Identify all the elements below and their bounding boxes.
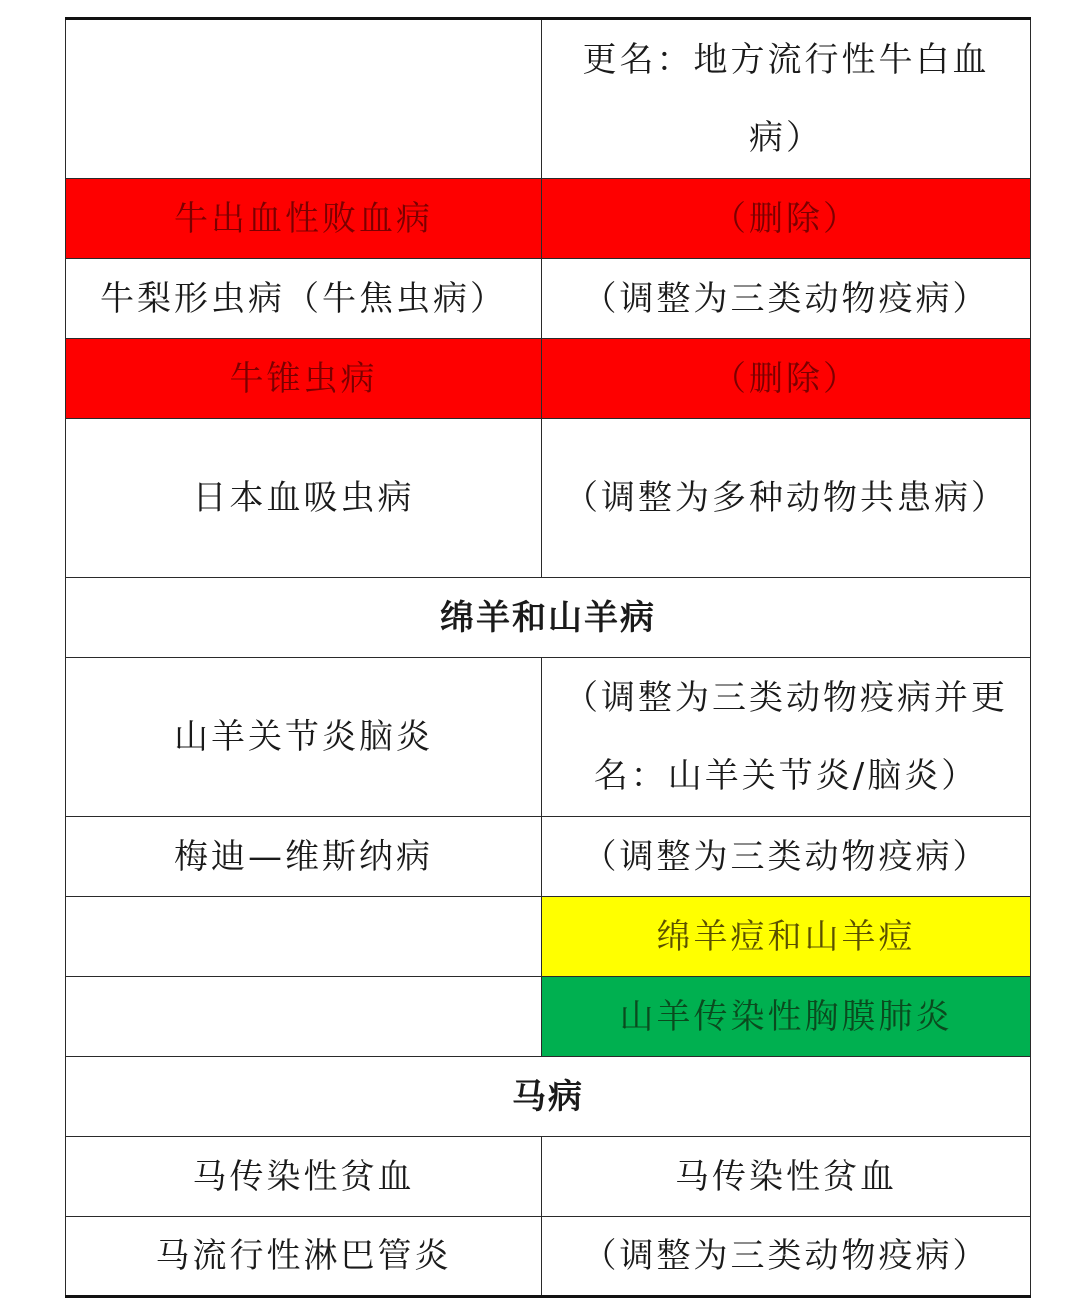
disease-name-cell: 牛出血性败血病 (66, 179, 542, 259)
table-row-deleted (66, 339, 1031, 419)
disease-name-cell (66, 977, 542, 1057)
table-row (66, 259, 1031, 339)
adjustment-cell: （调整为三类动物疫病） (542, 817, 1031, 897)
table-row-deleted (66, 179, 1031, 259)
section-title: 绵羊和山羊病 (66, 578, 1031, 658)
table-row (66, 1217, 1031, 1297)
table-row-new (66, 977, 1031, 1057)
section-header-row (66, 578, 1031, 658)
section-title: 马病 (66, 1057, 1031, 1137)
disease-name-cell: 山羊关节炎脑炎 (66, 658, 542, 817)
disease-name-cell: 马流行性淋巴管炎 (66, 1217, 542, 1297)
disease-name-cell: 马传染性贫血 (66, 1137, 542, 1217)
disease-name-cell: 梅迪—维斯纳病 (66, 817, 542, 897)
disease-name-cell: 牛锥虫病 (66, 339, 542, 419)
table-row (66, 19, 1031, 179)
adjustment-cell: （调整为多种动物共患病） (542, 419, 1031, 578)
disease-name-cell: 日本血吸虫病 (66, 419, 542, 578)
adjustment-cell: 更名：地方流行性牛白血病） (542, 19, 1031, 179)
adjustment-cell: （调整为三类动物疫病） (542, 259, 1031, 339)
adjustment-cell: （调整为三类动物疫病） (542, 1217, 1031, 1297)
section-header-row (66, 1057, 1031, 1137)
adjustment-cell: 绵羊痘和山羊痘 (542, 897, 1031, 977)
disease-name-cell (66, 897, 542, 977)
disease-name-cell: 牛梨形虫病（牛焦虫病） (66, 259, 542, 339)
table-row (66, 1137, 1031, 1217)
disease-list-table (65, 17, 1031, 1298)
table-row-new (66, 897, 1031, 977)
adjustment-cell: 山羊传染性胸膜肺炎 (542, 977, 1031, 1057)
adjustment-cell: （删除） (542, 339, 1031, 419)
disease-name-cell (66, 19, 542, 179)
adjustment-cell: 马传染性贫血 (542, 1137, 1031, 1217)
table-row (66, 817, 1031, 897)
table-row (66, 419, 1031, 578)
adjustment-cell: （删除） (542, 179, 1031, 259)
table-row (66, 658, 1031, 817)
adjustment-cell: （调整为三类动物疫病并更名：山羊关节炎/脑炎） (542, 658, 1031, 817)
